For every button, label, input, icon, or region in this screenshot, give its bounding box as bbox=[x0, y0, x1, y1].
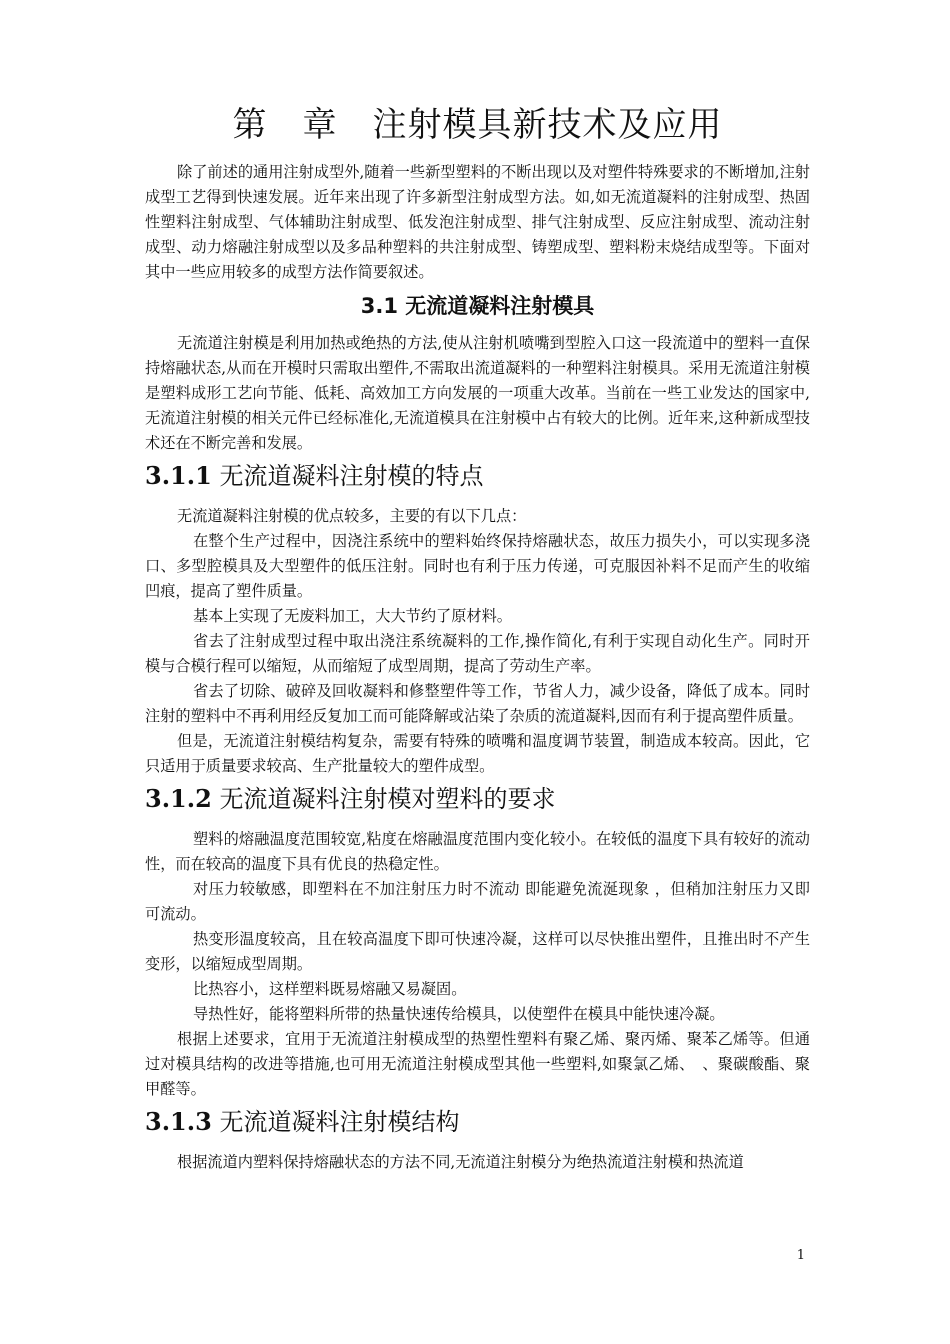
document-page bbox=[145, 100, 810, 1175]
subsection-heading-text: 无流道凝料注射模的特点 bbox=[219, 462, 484, 490]
list-item: 基本上实现了无废料加工，大大节约了原材料。 bbox=[193, 607, 512, 625]
list-lead: 无流道凝料注射模的优点较多，主要的有以下几点： bbox=[177, 507, 527, 525]
list-item: 在整个生产过程中，因浇注系统中的塑料始终保持熔融状态，故压力损失小，可以实现多浇口、多型腔模具及大型塑件的低压注射。同时也有利于压力传递，可克服因补料不足而产生的收缩凹痕，提高了塑件质量。 bbox=[145, 532, 810, 600]
subsection-number: 3.1.3 bbox=[145, 1107, 212, 1136]
section-conclusion: 但是，无流道注射模结构复杂，需要有特殊的喷嘴和温度调节装置，制造成本较高。因此，它只适用于质量要求较高、生产批量较大的塑件成型。 bbox=[145, 732, 810, 775]
list-item: 比热容小，这样塑料既易熔融又易凝固。 bbox=[193, 980, 467, 998]
list-item: 省去了注射成型过程中取出浇注系统凝料的工作,操作简化,有利于实现自动化生产。同时开模与合模行程可以缩短，从而缩短了成型周期，提高了劳动生产率。 bbox=[145, 632, 810, 675]
subsection-number: 3.1.1 bbox=[145, 461, 212, 490]
section-3-1-paragraph: 无流道注射模是利用加热或绝热的方法,使从注射机喷嘴到型腔入口这一段流道中的塑料一直保持熔融状态,从而在开模时只需取出塑件,不需取出流道凝料的一种塑料注射模具。采用无流道注射模是塑料成形工艺向节能、低耗、高效加工方向发展的一项重大改革。当前在一些工业发达的国家中,无流道注射模的相关元件已经标准化,无流道模具在注射模中占有较大的比例。近年来,这种新成型技术还在不断完善和发展。 bbox=[145, 334, 810, 452]
subsection-heading-text: 无流道凝料注射模对塑料的要求 bbox=[219, 785, 556, 813]
list-item: 塑料的熔融温度范围较宽,粘度在熔融温度范围内变化较小。在较低的温度下具有较好的流动性，而在较高的温度下具有优良的热稳定性。 bbox=[145, 830, 810, 873]
page-number: 1 bbox=[796, 1248, 805, 1263]
intro-paragraph: 除了前述的通用注射成型外,随着一些新型塑料的不断出现以及对塑件特殊要求的不断增加,注射成型工艺得到快速发展。近年来出现了许多新型注射成型方法。如,如无流道凝料的注射成型、热固性塑料注射成型、气体辅助注射成型、低发泡注射成型、排气注射成型、反应注射成型、流动注射成型、动力熔融注射成型以及多品种塑料的共注射成型、铸塑成型、塑料粉末烧结成型等。下面对其中一些应用较多的成型方法作简要叙述。 bbox=[145, 163, 810, 281]
list-item: 导热性好，能将塑料所带的热量快速传给模具，以使塑件在模具中能快速冷凝。 bbox=[193, 1005, 725, 1023]
subsection-heading-text: 无流道凝料注射模结构 bbox=[219, 1108, 460, 1136]
section-title-3-1: 3.1 无流道凝料注射模具 bbox=[360, 294, 595, 318]
list-item: 对压力较敏感，即塑料在不加注射压力时不流动 即能避免流涎现象 ，但稍加注射压力又即可流动。 bbox=[145, 880, 810, 923]
subsection-title-3-1-2 bbox=[145, 781, 810, 817]
subsection-title-3-1-1 bbox=[145, 458, 810, 494]
section-3-1-3-paragraph: 根据流道内塑料保持熔融状态的方法不同,无流道注射模分为绝热流道注射模和热流道 bbox=[177, 1153, 744, 1171]
subsection-title-3-1-3 bbox=[145, 1104, 810, 1140]
chapter-title: 第 章 注射模具新技术及应用 bbox=[232, 105, 723, 145]
section-conclusion: 根据上述要求，宜用于无流道注射模成型的热塑性塑料有聚乙烯、聚丙烯、聚苯乙烯等。但通过对模具结构的改进等措施,也可用无流道注射模成型其他一些塑料,如聚氯乙烯、 、聚碳酸酯、聚甲醛等。 bbox=[145, 1030, 810, 1098]
subsection-number: 3.1.2 bbox=[145, 784, 212, 813]
list-item: 省去了切除、破碎及回收凝料和修整塑件等工作，节省人力，减少设备，降低了成本。同时注射的塑料中不再利用经反复加工而可能降解或沾染了杂质的流道凝料,因而有利于提高塑件质量。 bbox=[145, 682, 810, 725]
list-item: 热变形温度较高，且在较高温度下即可快速冷凝，这样可以尽快推出塑件，且推出时不产生变形，以缩短成型周期。 bbox=[145, 930, 810, 973]
